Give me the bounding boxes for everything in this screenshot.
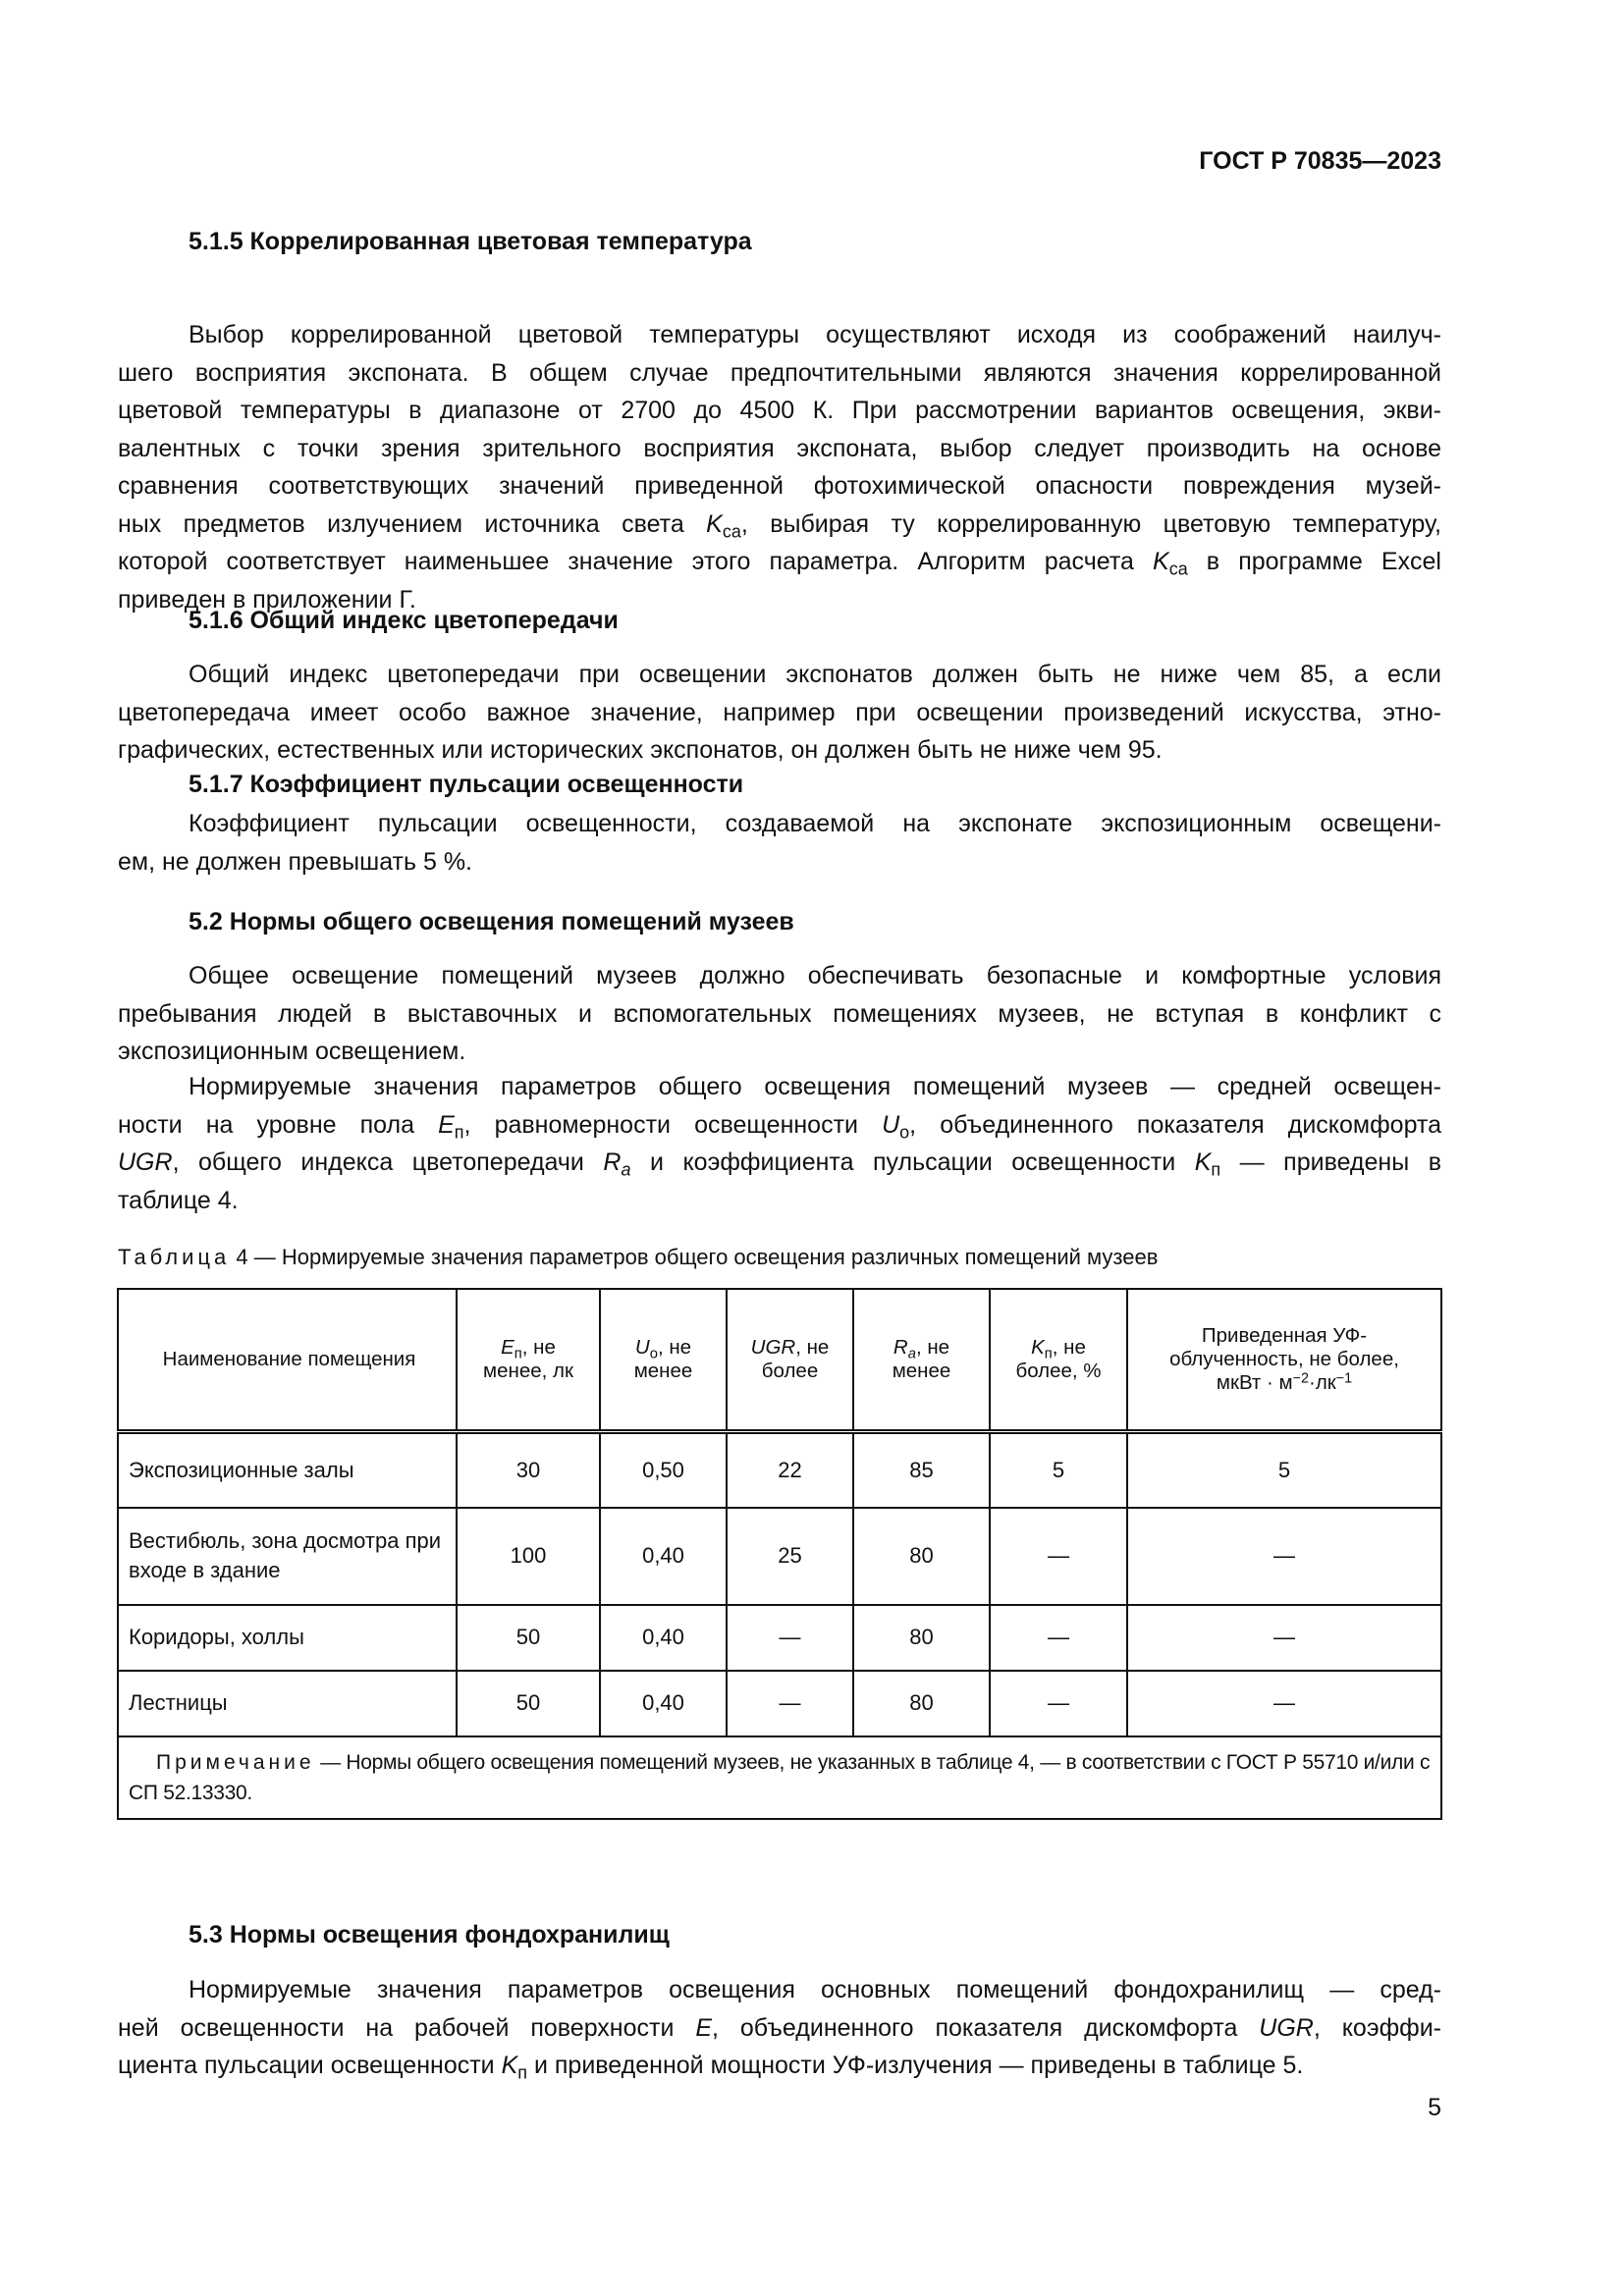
text-line <box>118 543 1441 581</box>
text-line <box>118 843 1441 881</box>
text-run: менее, лк <box>483 1360 573 1382</box>
text-run: Коэффициент пульсации освещенности, создаваемой на экспонате экспозиционным освещени- <box>189 810 1441 837</box>
variable-symbol <box>1194 1148 1221 1180</box>
value-cell: 80 <box>853 1508 990 1605</box>
text-run: мкВт · м <box>1216 1371 1293 1394</box>
variable-subscript: о <box>899 1121 910 1142</box>
table-row <box>118 1432 1441 1508</box>
column-header <box>118 1289 457 1432</box>
variable-subscript: п <box>517 2062 528 2083</box>
text-run: и коэффициента пульсации освещенности <box>630 1148 1195 1176</box>
caption-label: Таблица <box>118 1245 231 1269</box>
variable-symbol <box>438 1110 464 1142</box>
text-run: в программе Excel <box>1187 548 1441 575</box>
text-run: — приведены в <box>1220 1148 1441 1176</box>
text-run: Выбор коррелированной цветовой температуры осуществляют исходя из соображений наилуч- <box>189 321 1441 348</box>
variable-subscript: о <box>649 1346 658 1362</box>
text-run: , коэффи- <box>1313 2013 1442 2042</box>
superscript: −1 <box>1335 1370 1353 1387</box>
text-line <box>118 2047 1441 2085</box>
variable-letter: U <box>634 1336 650 1359</box>
text-run: Наименование помещения <box>162 1348 416 1370</box>
value-cell: 0,50 <box>600 1432 727 1508</box>
text-run: , объединенного показателя дискомфорта <box>909 1110 1441 1139</box>
variable-symbol <box>751 1336 796 1359</box>
column-header <box>1127 1289 1441 1432</box>
text-run: ности на уровне пола <box>118 1110 439 1139</box>
heading-5-3: 5.3 Нормы освещения фондохранилищ <box>189 1921 670 1949</box>
value-cell: 5 <box>990 1432 1127 1508</box>
text-run: ней освещенности на рабочей поверхности <box>118 2013 696 2042</box>
text-run: менее <box>633 1360 693 1382</box>
variable-letter: K <box>706 509 723 538</box>
paragraph-color-rendering <box>118 656 1441 770</box>
text-run: и приведенной мощности УФ-излучения — приведены в таблице 5. <box>527 2052 1304 2079</box>
value-cell: — <box>1127 1671 1441 1736</box>
variable-symbol <box>501 1336 522 1362</box>
value-cell: 80 <box>853 1605 990 1671</box>
text-run: валентных с точки зрения зрительного восприятия экспоната, выбор следует производить на основе <box>118 434 1441 462</box>
text-run: экспозиционным освещением. <box>118 1038 466 1065</box>
paragraph-color-temperature <box>118 316 1441 618</box>
column-header <box>600 1289 727 1432</box>
variable-letter: E <box>695 2013 713 2042</box>
text-line <box>118 430 1441 468</box>
caption-text: 4 — Нормируемые значения параметров общего освещения различных помещений музеев <box>230 1245 1159 1269</box>
variable-letter: K <box>1031 1336 1045 1359</box>
value-cell: 0,40 <box>600 1508 727 1605</box>
table-caption <box>118 1245 1158 1270</box>
text-run: пребывания людей в выставочных и вспомогательных помещениях музеев, не вступая в конфликт с <box>118 999 1441 1028</box>
variable-letter: E <box>501 1336 514 1359</box>
text-run: Нормируемые значения параметров общего освещения помещений музеев — средней освещен- <box>189 1073 1441 1100</box>
variable-symbol <box>634 1336 658 1362</box>
variable-symbol <box>1259 2014 1314 2042</box>
document-id: ГОСТ Р 70835—2023 <box>1199 147 1441 175</box>
variable-symbol <box>893 1336 916 1362</box>
variable-symbol <box>603 1148 631 1180</box>
paragraph-general-lighting <box>118 957 1441 1071</box>
text-line <box>118 1182 1441 1220</box>
variable-subscript: п <box>514 1346 522 1362</box>
text-line <box>118 2009 1441 2048</box>
room-name-cell: Экспозиционные залы <box>118 1432 457 1508</box>
text-run: Общее освещение помещений музеев должно обеспечивать безопасные и комфортные условия <box>189 962 1441 989</box>
page-number: 5 <box>1428 2094 1441 2121</box>
paragraph-storage-lighting <box>118 1971 1441 2085</box>
heading-5-2: 5.2 Нормы общего освещения помещений музеев <box>189 908 794 935</box>
value-cell: 30 <box>457 1432 600 1508</box>
superscript: −2 <box>1292 1370 1309 1387</box>
text-run: Нормируемые значения параметров освещения основных помещений фондохранилищ — сред- <box>189 1976 1441 2003</box>
text-line <box>118 995 1441 1034</box>
variable-symbol <box>695 2014 712 2042</box>
text-run: Приведенная УФ- <box>1201 1324 1368 1347</box>
text-run: более <box>761 1360 819 1382</box>
text-line <box>118 805 1441 843</box>
text-line <box>118 354 1441 393</box>
value-cell: 0,40 <box>600 1671 727 1736</box>
note-label: Примечание <box>156 1750 315 1774</box>
variable-subscript: са <box>722 520 741 541</box>
text-run: , не <box>521 1336 556 1359</box>
text-run: графических, естественных или исторических экспонатов, он должен быть не ниже чем 95. <box>118 736 1163 764</box>
text-line <box>118 1144 1441 1182</box>
text-run: ем, не должен превышать 5 %. <box>118 847 472 876</box>
value-cell: — <box>1127 1508 1441 1605</box>
heading-5-1-6: 5.1.6 Общий индекс цветопередачи <box>189 607 619 634</box>
text-line <box>118 731 1441 770</box>
table-4 <box>117 1288 1442 1820</box>
heading-5-1-5: 5.1.5 Коррелированная цветовая температура <box>189 228 752 255</box>
variable-letter: UGR <box>750 1336 796 1359</box>
value-cell: 85 <box>853 1432 990 1508</box>
text-run: , выбирая ту коррелированную цветовую температуру, <box>740 509 1441 538</box>
value-cell: 80 <box>853 1671 990 1736</box>
text-line <box>118 694 1441 732</box>
variable-subscript: п <box>454 1121 464 1142</box>
table-note <box>118 1736 1441 1819</box>
text-run: ных предметов излучением источника света <box>118 509 707 538</box>
text-line <box>118 1068 1441 1106</box>
column-header <box>727 1289 853 1432</box>
variable-subscript: a <box>621 1159 631 1180</box>
table-header-row <box>118 1289 1441 1432</box>
value-cell: 22 <box>727 1432 853 1508</box>
table-row <box>118 1671 1441 1736</box>
room-name-cell: Вестибюль, зона досмотра при входе в здание <box>118 1508 457 1605</box>
value-cell: 50 <box>457 1671 600 1736</box>
variable-subscript: са <box>1168 559 1188 579</box>
value-cell: 25 <box>727 1508 853 1605</box>
variable-symbol <box>118 1148 173 1176</box>
text-run: ·лк <box>1309 1371 1336 1394</box>
value-cell: 5 <box>1127 1432 1441 1508</box>
text-run: циента пульсации освещенности <box>118 2052 502 2079</box>
text-run: Общий индекс цветопередачи при освещении экспонатов должен быть не ниже чем 85, а если <box>189 661 1441 688</box>
text-line <box>118 316 1441 354</box>
text-run: , общего индекса цветопередачи <box>172 1148 604 1176</box>
value-cell: 100 <box>457 1508 600 1605</box>
variable-symbol <box>882 1110 910 1142</box>
text-run: , не <box>795 1336 830 1359</box>
text-run: , равномерности освещенности <box>463 1110 883 1139</box>
text-line <box>118 1106 1441 1145</box>
text-run: приведен в приложении Г. <box>118 585 416 614</box>
table-row <box>118 1605 1441 1671</box>
value-cell: 50 <box>457 1605 600 1671</box>
variable-symbol <box>501 2052 528 2083</box>
variable-letter: E <box>438 1110 455 1139</box>
text-line <box>118 467 1441 506</box>
value-cell: — <box>990 1605 1127 1671</box>
value-cell: — <box>990 1508 1127 1605</box>
room-name-cell: Лестницы <box>118 1671 457 1736</box>
variable-symbol <box>1153 548 1188 579</box>
table-note-row <box>118 1736 1441 1819</box>
variable-subscript: п <box>1044 1346 1053 1362</box>
variable-subscript: a <box>907 1346 916 1362</box>
variable-letter: UGR <box>118 1148 173 1176</box>
table-row <box>118 1508 1441 1605</box>
value-cell: — <box>727 1671 853 1736</box>
text-line <box>118 656 1441 694</box>
variable-letter: K <box>501 2052 518 2079</box>
variable-letter: R <box>603 1148 622 1176</box>
text-line <box>118 1033 1441 1071</box>
variable-symbol <box>706 509 741 541</box>
variable-letter: U <box>882 1110 900 1139</box>
text-line <box>118 506 1441 544</box>
value-cell: — <box>990 1671 1127 1736</box>
text-run: , не <box>657 1336 692 1359</box>
paragraph-normalized-values <box>118 1068 1441 1219</box>
value-cell: — <box>1127 1605 1441 1671</box>
column-header <box>457 1289 600 1432</box>
variable-letter: UGR <box>1259 2013 1314 2042</box>
text-line <box>118 957 1441 995</box>
text-run: таблице 4. <box>118 1186 239 1214</box>
text-run: , не <box>1052 1336 1086 1359</box>
text-run: шего восприятия экспоната. В общем случае предпочтительными являются значения коррелированной <box>118 358 1441 387</box>
value-cell: — <box>727 1605 853 1671</box>
column-header <box>853 1289 990 1432</box>
text-run: более, % <box>1015 1360 1102 1382</box>
heading-5-1-7: 5.1.7 Коэффициент пульсации освещенности <box>189 771 744 798</box>
text-run: , объединенного показателя дискомфорта <box>712 2013 1260 2042</box>
text-run: цветопередача имеет особо важное значение, например при освещении произведений искусства, этно- <box>118 698 1441 726</box>
variable-symbol <box>1031 1336 1053 1362</box>
text-run: которой соответствует наименьшее значение этого параметра. Алгоритм расчета <box>118 548 1153 575</box>
paragraph-pulsation <box>118 805 1441 881</box>
column-header <box>990 1289 1127 1432</box>
variable-letter: K <box>1153 548 1169 575</box>
variable-letter: R <box>893 1336 908 1359</box>
room-name-cell: Коридоры, холлы <box>118 1605 457 1671</box>
variable-subscript: п <box>1211 1159 1221 1180</box>
text-run: менее <box>892 1360 951 1382</box>
text-line <box>118 1971 1441 2009</box>
text-run: цветовой температуры в диапазоне от 2700 до 4500 К. При рассмотрении вариантов освещения, экви- <box>118 397 1441 424</box>
value-cell: 0,40 <box>600 1605 727 1671</box>
text-line <box>118 392 1441 430</box>
text-run: облученность, не более, <box>1169 1348 1399 1370</box>
note-text: — Нормы общего освещения помещений музеев, не указанных в таблице 4, — в соответствии с ГОСТ Р 55710 и/или с СП 52.13330. <box>129 1750 1431 1804</box>
variable-letter: K <box>1194 1148 1212 1176</box>
text-run: сравнения соответствующих значений приведенной фотохимической опасности повреждения музей- <box>118 472 1441 500</box>
text-run: , не <box>915 1336 950 1359</box>
